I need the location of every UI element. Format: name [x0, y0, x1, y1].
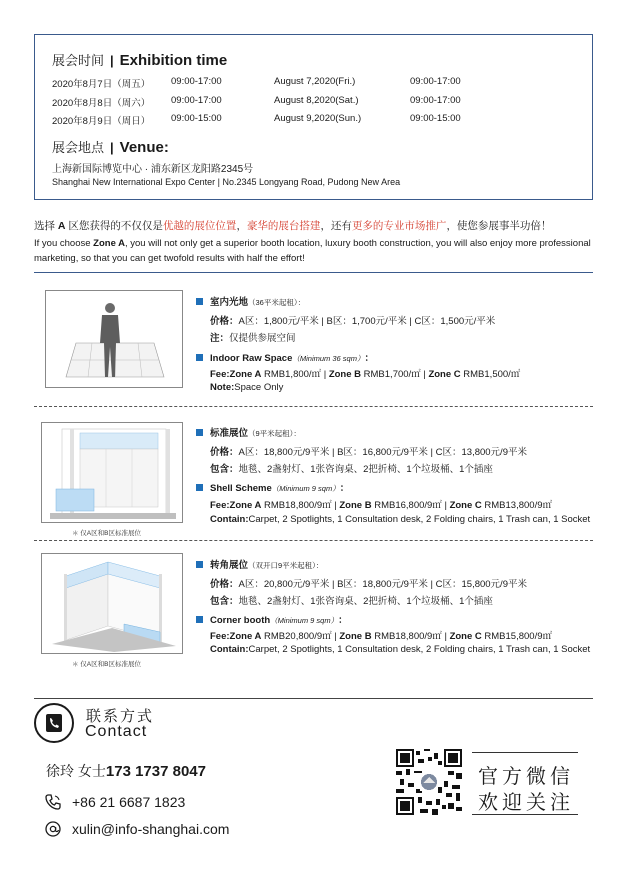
include-label: 包含：	[210, 464, 239, 475]
fee-label: Fee:	[210, 500, 230, 511]
fee-value: RMB18,800/9㎡ |	[261, 500, 340, 511]
raw-min-cn: （36平米起租）：	[248, 298, 306, 307]
shell-title-en-line	[196, 480, 349, 494]
venue-title-en: Venue:	[119, 139, 169, 156]
corner-price-cn: A区：20,800元/9平米 | B区：18,800元/9平米 | C区：15,800元/9平米	[238, 579, 527, 590]
divider	[472, 814, 578, 815]
zone-label: Zone C	[449, 631, 482, 642]
contact-person	[46, 761, 206, 781]
raw-title-en: Indoor Raw Space	[210, 353, 293, 364]
wechat-line-2: 欢迎关注	[478, 792, 574, 814]
shell-incl-cn-line	[210, 461, 493, 475]
bullet-square-icon	[196, 616, 203, 623]
corner-caption: ＊ 仅A区和B区标准展位	[72, 661, 141, 668]
fee-value: RMB1,700/㎡ |	[361, 369, 429, 380]
exhibition-time-title-cn: 展会时间	[52, 54, 105, 69]
shell-fee-line	[210, 497, 552, 511]
intro-zone: A	[57, 220, 66, 232]
shell-caption: ＊ 仅A区和B区标准展位	[72, 530, 141, 537]
fee-label: Fee:	[210, 631, 230, 642]
corner-fee-line	[210, 628, 552, 642]
exhibition-time-heading	[52, 50, 227, 69]
time-row	[52, 76, 150, 90]
price-label: 价格：	[210, 447, 239, 458]
corner-price-cn-line	[210, 576, 527, 590]
bullet-square-icon	[196, 429, 203, 436]
corner-incl-cn: 地毯、2盏射灯、1张咨询桌、2把折椅、1个垃圾桶、1个插座	[238, 596, 493, 607]
intro-cn	[34, 218, 551, 233]
time-en: 09:00-17:00	[410, 76, 461, 87]
time-en: 09:00-15:00	[410, 113, 461, 124]
contact-phone[interactable]: +86 21 6687 1823	[72, 794, 186, 810]
colon: ：	[338, 615, 348, 626]
intro-text: ，	[236, 220, 247, 232]
intro-text: If you choose	[34, 238, 94, 249]
wechat-line-1: 官方微信	[478, 766, 574, 788]
date-cn: 2020年8月9日（周日）	[52, 116, 151, 127]
fee-value: RMB18,800/9㎡ |	[371, 631, 450, 642]
corner-min-en: （Minimum 9 sqm）	[270, 616, 339, 625]
intro-highlight: 优越的展位位置	[162, 220, 237, 232]
price-label: 价格：	[210, 316, 239, 327]
raw-note-cn: 仅提供参展空间	[229, 333, 296, 344]
divider	[472, 752, 578, 753]
date-cn: 2020年8月8日（周六）	[52, 98, 151, 109]
corner-title-en: Corner booth	[210, 615, 271, 626]
time-cn: 09:00-15:00	[171, 113, 222, 124]
raw-space-image	[45, 290, 183, 388]
date-cn: 2020年8月7日（周五）	[52, 79, 151, 90]
fee-label: Fee:	[210, 369, 230, 380]
bullet-square-icon	[196, 484, 203, 491]
shell-scheme-illustration	[42, 423, 183, 523]
raw-space-illustration	[46, 291, 183, 388]
zone-label: Zone A	[229, 369, 262, 380]
venue-heading	[52, 137, 169, 156]
raw-fee-line	[210, 366, 520, 380]
venue-address-en: Shanghai New International Expo Center | No.2345 Longyang Road, Pudong New Area	[52, 177, 401, 187]
time-en: 09:00-17:00	[410, 95, 461, 106]
dashed-divider	[34, 540, 593, 541]
fee-value: RMB15,800/9㎡	[481, 631, 552, 642]
time-cn: 09:00-17:00	[171, 95, 222, 106]
intro-text: 区您获得的不仅仅是	[65, 220, 163, 232]
date-en: August 7,2020(Fri.)	[274, 76, 356, 87]
fee-value: RMB16,800/9㎡ |	[371, 500, 450, 511]
email-icon	[44, 820, 62, 838]
shell-min-cn: （9平米起租）：	[248, 429, 301, 438]
zone-label: Zone A	[229, 631, 262, 642]
corner-booth-illustration	[42, 554, 183, 654]
date-en: August 9,2020(Sun.)	[274, 113, 362, 124]
bullet-square-icon	[196, 354, 203, 361]
divider	[34, 272, 593, 273]
corner-booth-image	[41, 553, 183, 654]
bullet-square-icon	[196, 298, 203, 305]
contact-person-phone[interactable]: 173 1737 8047	[105, 763, 206, 780]
intro-highlight: 豪华的展台搭建	[246, 220, 321, 232]
intro-text: ，使您参展事半功倍！	[446, 220, 552, 232]
intro-text: 选择	[34, 220, 58, 232]
zone-label: Zone B	[339, 631, 372, 642]
shell-title-cn-line	[196, 425, 301, 439]
time-cn: 09:00-17:00	[171, 76, 222, 87]
intro-text: , you will not only get a superior booth location, luxury booth construction, you will also enjoy more professional marketing, so that you can get twofold results with half the effort!	[34, 238, 591, 264]
shell-title-cn: 标准展位	[210, 428, 249, 439]
raw-min-en: （Minimum 36 sqm）	[292, 354, 365, 363]
zone-label: Zone B	[339, 500, 372, 511]
shell-min-en: （Minimum 9 sqm）	[271, 484, 340, 493]
intro-highlight: 更多的专业市场推广	[351, 220, 447, 232]
zone-label: Zone A	[229, 500, 262, 511]
contain-label: Contain:	[210, 644, 249, 655]
phone-icon	[34, 703, 74, 743]
shell-scheme-image	[41, 422, 183, 523]
contact-title-en: Contact	[85, 723, 148, 740]
shell-price-cn-line	[210, 444, 527, 458]
raw-price-cn: A区：1,800元/平米 | B区：1,700元/平米 | C区：1,500元/平米	[238, 316, 496, 327]
fee-value: RMB1,500/㎡	[460, 369, 521, 380]
zone-label: Zone B	[328, 369, 362, 380]
contact-title-cn: 联系方式	[86, 708, 155, 725]
corner-contain-line	[210, 644, 590, 655]
intro-en	[34, 236, 594, 266]
include-label: 包含：	[210, 596, 239, 607]
price-label: 价格：	[210, 579, 239, 590]
raw-title-cn: 室内光地	[210, 297, 249, 308]
bullet-square-icon	[196, 561, 203, 568]
corner-title-cn: 转角展位	[210, 560, 249, 571]
venue-address-cn: 上海新国际博览中心 · 浦东新区龙阳路2345号	[52, 164, 254, 175]
shell-title-en: Shell Scheme	[210, 483, 272, 494]
raw-title-en-line	[196, 350, 374, 364]
raw-title-cn-line	[196, 294, 305, 308]
divider	[34, 698, 593, 699]
corner-min-cn: （双开口9平米起租）：	[248, 561, 324, 570]
heading-separator: |	[110, 53, 114, 68]
shell-contain-line	[210, 514, 590, 525]
fee-value: RMB20,800/9㎡ |	[261, 631, 340, 642]
corner-title-en-line	[196, 612, 348, 626]
shell-price-cn: A区：18,800元/9平米 | B区：16,800元/9平米 | C区：13,800元/9平米	[238, 447, 527, 458]
contain-label: Contain:	[210, 514, 249, 525]
venue-title-cn: 展会地点	[52, 141, 105, 156]
fee-value: RMB13,800/9㎡	[481, 500, 552, 511]
contact-email[interactable]: xulin@info-shanghai.com	[72, 821, 230, 837]
raw-price-cn-line	[210, 313, 495, 327]
contact-person-name: 徐玲 女士	[46, 763, 106, 779]
telephone-icon	[44, 793, 62, 811]
zone-label: Zone C	[428, 369, 461, 380]
shell-contain: Carpet, 2 Spotlights, 1 Consultation desk, 2 Folding chairs, 1 Trash can, 1 Socket	[248, 514, 591, 525]
shell-incl-cn: 地毯、2盏射灯、1张咨询桌、2把折椅、1个垃圾桶、1个插座	[238, 464, 493, 475]
colon: ：	[339, 483, 350, 494]
date-en: August 8,2020(Sat.)	[274, 95, 359, 106]
zone-label: Zone C	[449, 500, 482, 511]
exhibition-time-title-en: Exhibition time	[119, 52, 228, 69]
dashed-divider	[34, 406, 593, 407]
intro-text: ，还有	[320, 220, 352, 232]
corner-contain: Carpet, 2 Spotlights, 1 Consultation desk, 2 Folding chairs, 1 Trash can, 1 Socket	[248, 644, 591, 655]
fee-value: RMB1,800/㎡ |	[261, 369, 329, 380]
raw-note-cn-line	[210, 330, 296, 344]
colon: ：	[364, 353, 374, 364]
phone-icon-glyph	[36, 705, 72, 741]
note-label: Note:	[210, 382, 235, 393]
intro-zone: Zone A	[93, 238, 125, 249]
heading-separator: |	[110, 140, 114, 155]
qr-code-icon	[396, 749, 462, 815]
raw-note-en: Space Only	[234, 382, 284, 393]
note-label: 注：	[210, 333, 230, 344]
raw-note-en-line	[210, 382, 283, 393]
corner-incl-cn-line	[210, 593, 493, 607]
corner-title-cn-line	[196, 557, 323, 571]
